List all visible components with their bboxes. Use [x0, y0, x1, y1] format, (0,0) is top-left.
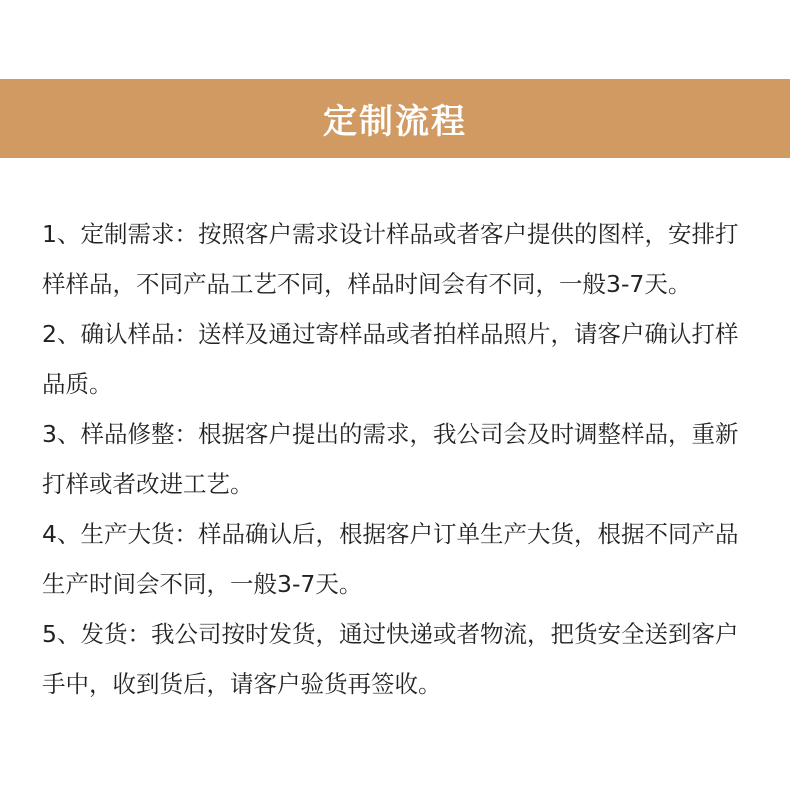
process-step-4: 4、生产大货：样品确认后，根据客户订单生产大货，根据不同产品生产时间会不同，一般3-7天。 [42, 520, 739, 598]
title-banner [0, 79, 790, 158]
process-step-5: 5、发货：我公司按时发货，通过快递或者物流，把货安全送到客户手中，收到货后，请客户验货再签收。 [42, 620, 739, 698]
process-step-3: 3、样品修整：根据客户提出的需求，我公司会及时调整样品，重新打样或者改进工艺。 [42, 420, 739, 498]
process-step-2: 2、确认样品：送样及通过寄样品或者拍样品照片，请客户确认打样品质。 [42, 320, 739, 398]
process-steps-list [42, 209, 742, 709]
process-step-1: 1、定制需求：按照客户需求设计样品或者客户提供的图样，安排打样样品，不同产品工艺不同，样品时间会有不同，一般3-7天。 [42, 220, 739, 298]
page-title: 定制流程 [323, 102, 467, 142]
